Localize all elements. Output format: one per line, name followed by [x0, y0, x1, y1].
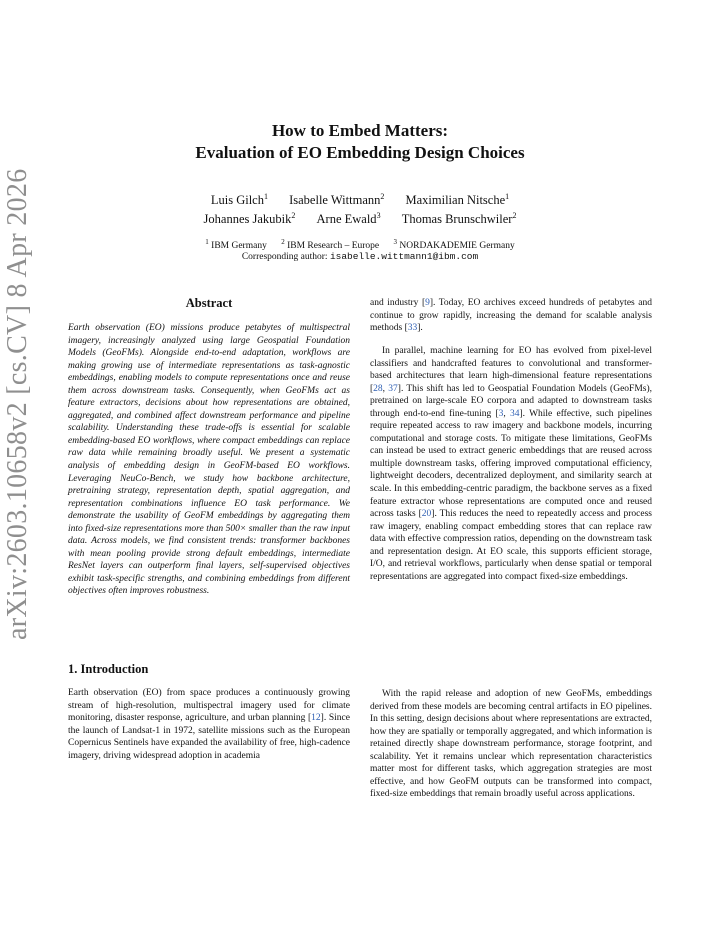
citation-link[interactable]: 37	[388, 383, 398, 394]
author: Maximilian Nitsche$^1$	[405, 192, 510, 208]
author: Isabelle Wittmann$^2$	[289, 192, 385, 208]
affiliation: $^3$ NORDAKADEMIE Germany	[393, 238, 515, 252]
citation-link[interactable]: 34	[510, 408, 520, 419]
body-paragraph: and industry [9]. Today, EO archives exceed hundreds of petabytes and continue to grow rapidly, increasing the demand for scalable analysis methods [33].	[370, 298, 652, 334]
paper-title	[0, 120, 720, 164]
body-paragraph: With the rapid release and adoption of new GeoFMs, embeddings derived from these models are becoming central artifacts in EO pipelines. In this setting, design decisions about where representations are extracted, how they are spatially or temporally aggregated, and which information is retained directly shape downstream performance, storage footprint, and scalability. Yet it remains unclear which representation characteristics matter most for different tasks, which aggregation strategies are most effective, and how GeoFM outputs can be transformed into compact, fixed-size embeddings that remain broadly useful across applications.	[370, 689, 652, 800]
citation-link[interactable]: 20	[421, 509, 432, 520]
author: Thomas Brunschwiler$^2$	[401, 211, 517, 227]
title-line-2: Evaluation of EO Embedding Design Choices	[195, 143, 525, 162]
author: Arne Ewald$^3$	[316, 211, 381, 227]
section-heading-introduction: 1. Introduction	[68, 662, 149, 676]
citation-link[interactable]: 33	[407, 323, 418, 334]
author: Luis Gilch$^1$	[210, 192, 268, 208]
citation-link[interactable]: 9	[425, 298, 430, 308]
citation-link[interactable]: 28	[373, 383, 383, 394]
abstract-text: Earth observation (EO) missions produce petabytes of multispectral imagery, increasingly analyzed using large Geospatial Foundation Models (GeoFMs). Alongside end-to-end adaptation, workflows are making growing use of intermediate representations as task-agnostic embeddings, enabling models to compute representations once and reuse them across downstream tasks. Consequently, when GeoFMs act as feature extractors, decisions about how representations are obtained, aggregated, and combined affect downstream performance and pipeline scalability. Understanding these trade-offs is essential for scalable embedding-based EO workflows, where compact embeddings can replace raw data while remaining broadly useful. We present a systematic analysis of embedding design in GeoFM-based EO workflows. Leveraging NeuCo-Bench, we study how backbone architecture, pretraining strategy, representation depth, spatial aggregation, and representation combinations influence EO task performance. We demonstrate the usability of GeoFM embeddings by aggregating them into fixed-size representations more than 500× smaller than the raw input data. Across models, we find consistent trends: transformer backbones with mean pooling provide strong default embeddings, intermediate ResNet layers can outperform final layers, self-supervised objectives exhibit task-specific strengths, and combining embeddings from different objectives often improves robustness.	[68, 323, 350, 597]
abstract-heading: Abstract	[185, 296, 233, 310]
corresponding-email[interactable]: isabelle.wittmann1@ibm.com	[329, 251, 479, 262]
author: Johannes Jakubik$^2$	[203, 211, 296, 227]
title-line-1: How to Embed Matters:	[271, 121, 449, 140]
citation-link[interactable]: 12	[311, 713, 321, 724]
author-list	[0, 189, 720, 227]
affiliation: $^2$ IBM Research – Europe	[281, 238, 380, 252]
body-paragraph: In parallel, machine learning for EO has evolved from pixel-level classifiers and handcrafted features to convolutional and transformer-based architectures that learn high-dimensional feature representations [28, 37]. This shift has led to Geospatial Foundation Models (GeoFMs), pretrained on large-scale EO corpora and adapted to downstream tasks through end-to-end fine-tuning [3, 34]. While effective, such pipelines require repeated access to raw imagery and backbone models, incurring computational and storage costs. To mitigate these limitations, GeoFMs can instead be used to extract generic embeddings that are reused across multiple downstream tasks, offering improved computational efficiency, lightweight decoders, decentralized deployment, and similarity search at scale. In this embedding-centric paradigm, the backbone serves as a fixed feature extractor whose representations are computed once and reused across tasks [20]. This reduces the need to repeatedly access and process raw imagery, enabling compact embedding stores that can replace raw data with effective compression ratios, depending on the downstream task and representation design. At EO scale, this supports efficient storage, I/O, and retrieval workflows, particularly when dense spatial or temporal representations are aggregated into compact fixed-size embeddings.	[370, 346, 653, 582]
affiliation: $^1$ IBM Germany	[205, 238, 267, 252]
intro-paragraph: Earth observation (EO) from space produces a continuously growing stream of high-resolution, multispectral imagery used for climate monitoring, disaster response, agriculture, and urban planning [12]. Since the launch of Landsat-1 in 1972, satellite missions such as the European Copernicus Sentinels have expanded the availability of free, high-cadence imagery, driving widespread adoption in academia	[68, 688, 350, 761]
arxiv-identifier: arXiv:2603.10658v2 [cs.CV] 8 Apr 2026	[2, 168, 33, 640]
corresponding-author: Corresponding author: isabelle.wittmann1@ibm.com	[241, 251, 479, 262]
citation-link[interactable]: 3	[498, 408, 504, 419]
